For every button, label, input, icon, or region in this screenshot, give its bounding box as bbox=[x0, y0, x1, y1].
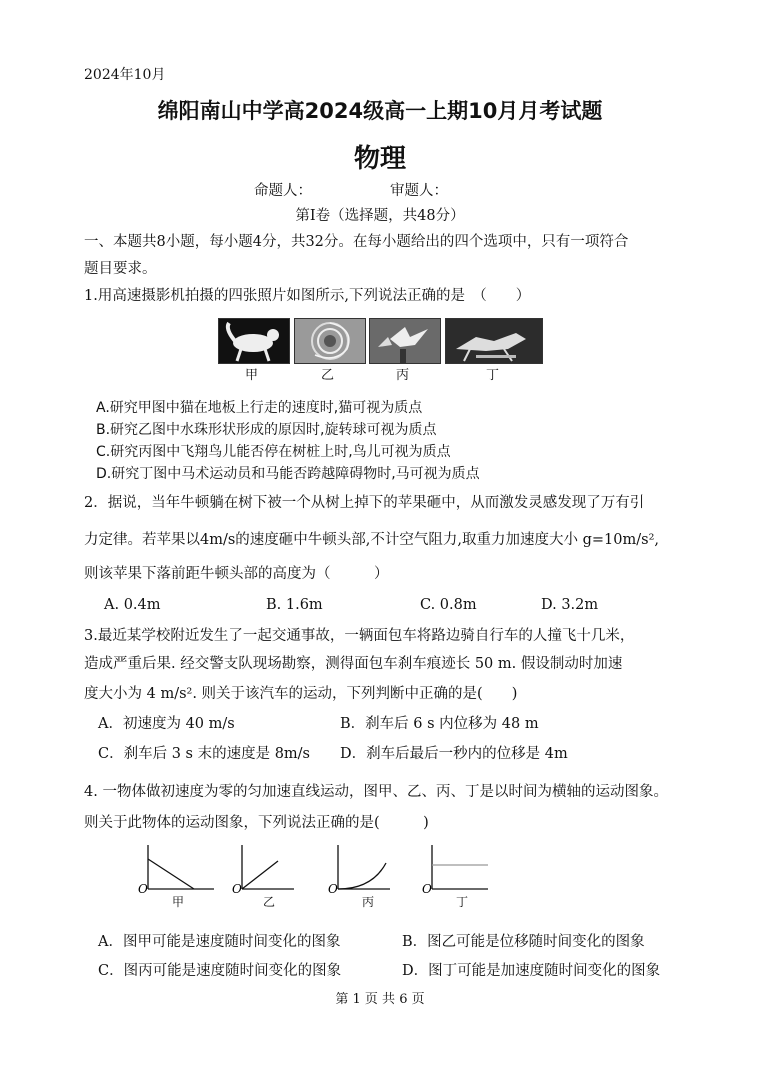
graph-label-ding: 丁 bbox=[456, 895, 469, 909]
horse-image-icon bbox=[446, 319, 542, 363]
q4-option-a: A．图甲可能是速度随时间变化的图象 bbox=[98, 934, 341, 950]
subject-title: 物理 bbox=[353, 144, 406, 174]
setter-label: 命题人： bbox=[254, 183, 312, 199]
graph-yi bbox=[230, 843, 310, 895]
q1-stem: 1.用高速摄影机拍摄的四张照片如图所示,下列说法正确的是 （ ） bbox=[84, 288, 531, 304]
photo-label-jia: 甲 bbox=[245, 368, 259, 383]
q2-line3: 则该苹果下落前距牛顿头部的高度为（ ） bbox=[84, 566, 389, 582]
q4-option-d: D．图丁可能是加速度随时间变化的图象 bbox=[402, 963, 661, 979]
q1-option-c: C.研究丙图中飞翔鸟儿能否停在树桩上时,鸟儿可视为质点 bbox=[96, 444, 451, 460]
graph-label-yi: 乙 bbox=[263, 895, 276, 909]
cat-photo bbox=[218, 318, 290, 364]
section-instructions-line1: 一、本题共8小题，每小题4分，共32分。在每小题给出的四个选项中，只有一项符合 bbox=[84, 234, 629, 250]
volume-heading: 第Ⅰ卷（选择题，共48分） bbox=[295, 208, 465, 224]
photo-label-yi: 乙 bbox=[321, 368, 335, 383]
q3-option-a: A．初速度为 40 m/s bbox=[98, 716, 235, 732]
q3-option-d: D．刹车后最后一秒内的位移是 4m bbox=[340, 746, 568, 762]
q3-line3: 度大小为 4 m/s². 则关于该汽车的运动，下列判断中正确的是( ) bbox=[84, 686, 518, 702]
q2-line1: 2．据说，当年牛顿躺在树下被一个从树上掉下的苹果砸中，从而激发灵感发现了万有引 bbox=[84, 495, 645, 511]
q1-option-b: B.研究乙图中水珠形状形成的原因时,旋转球可视为质点 bbox=[96, 422, 437, 438]
photo-label-bing: 丙 bbox=[396, 368, 410, 383]
bird-image-icon bbox=[370, 319, 440, 363]
graph-yi-origin: O bbox=[232, 882, 242, 895]
q1-option-d: D.研究丁图中马术运动员和马能否跨越障碍物时,马可视为质点 bbox=[96, 466, 480, 482]
q4-option-c: C．图丙可能是速度随时间变化的图象 bbox=[98, 963, 342, 979]
q2-option-d: D. 3.2m bbox=[541, 597, 599, 613]
graph-label-bing: 丙 bbox=[362, 895, 375, 909]
q3-line2: 造成严重后果. 经交警支队现场勘察，测得面包车刹车痕迹长 50 m. 假设制动时加速 bbox=[84, 656, 623, 672]
graph-ding-origin: O bbox=[422, 882, 432, 895]
graph-bing bbox=[326, 843, 406, 895]
q4-line2: 则关于此物体的运动图象，下列说法正确的是( ) bbox=[84, 815, 429, 831]
q2-option-a: A. 0.4m bbox=[104, 597, 161, 613]
q1-option-a: A.研究甲图中猫在地板上行走的速度时,猫可视为质点 bbox=[96, 400, 423, 416]
section-instructions-line2: 题目要求。 bbox=[84, 261, 157, 277]
q2-option-b: B. 1.6m bbox=[266, 597, 323, 613]
graph-ding bbox=[420, 843, 500, 895]
q2-option-c: C. 0.8m bbox=[420, 597, 477, 613]
cat-image-icon bbox=[219, 319, 289, 363]
q3-option-b: B．刹车后 6 s 内位移为 48 m bbox=[340, 716, 539, 732]
water-spiral-icon bbox=[295, 319, 365, 363]
graph-label-jia: 甲 bbox=[172, 895, 185, 909]
horse-photo bbox=[445, 318, 543, 364]
graph-jia bbox=[136, 843, 216, 895]
page-footer: 第 1 页 共 6 页 bbox=[335, 992, 425, 1007]
photo-label-ding: 丁 bbox=[486, 368, 500, 383]
q4-option-b: B．图乙可能是位移随时间变化的图象 bbox=[402, 934, 645, 950]
exam-title: 绵阳南山中学高2024级高一上期10月月考试题 bbox=[157, 99, 603, 123]
q2-line2: 力定律。若苹果以4m/s的速度砸中牛顿头部,不计空气阻力,取重力加速度大小 g=10m/s², bbox=[84, 532, 660, 548]
reviewer-label: 审题人： bbox=[390, 183, 448, 199]
graph-jia-origin: O bbox=[138, 882, 148, 895]
exam-date: 2024年10月 bbox=[84, 67, 166, 83]
q4-line1: 4. 一物体做初速度为零的匀加速直线运动，图甲、乙、丙、丁是以时间为横轴的运动图象。 bbox=[84, 784, 668, 800]
q3-line1: 3.最近某学校附近发生了一起交通事故，一辆面包车将路边骑自行车的人撞飞十几米， bbox=[84, 628, 635, 644]
spinning-ball-photo bbox=[294, 318, 366, 364]
graph-bing-origin: O bbox=[328, 882, 338, 895]
q3-option-c: C．刹车后 3 s 末的速度是 8m/s bbox=[98, 746, 310, 762]
bird-photo bbox=[369, 318, 441, 364]
